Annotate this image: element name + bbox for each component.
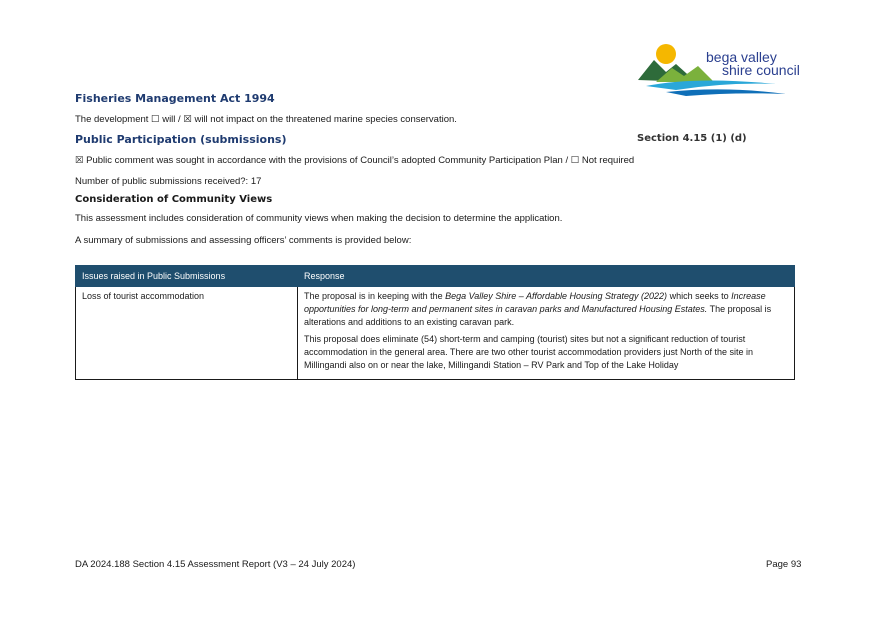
header-response: Response	[298, 266, 795, 287]
table-row	[76, 287, 795, 380]
strategy-title: Bega Valley Shire – Affordable Housing Strategy (2022)	[445, 291, 668, 301]
table-header-row	[76, 266, 795, 287]
response-text: The proposal is alterations and additions to an existing caravan park.	[304, 304, 772, 327]
fisheries-text: The development ☐ will / ☒ will not impact on the threatened marine species conservation.	[75, 114, 457, 125]
fisheries-heading: Fisheries Management Act 1994	[75, 92, 275, 105]
header-issues: Issues raised in Public Submissions	[76, 266, 298, 287]
response-text: The proposal is in keeping with the	[304, 291, 446, 301]
participation-heading: Public Participation (submissions)	[75, 133, 287, 146]
council-logo-text	[706, 51, 800, 77]
submissions-count: Number of public submissions received?: 17	[75, 176, 262, 187]
section-reference: Section 4.15 (1) (d)	[637, 133, 747, 144]
strategy-quote: Increase opportunities for long-term and permanent sites in caravan parks and Manufactured Housing Estates.	[304, 291, 766, 314]
response-paragraph-2: This proposal does eliminate (54) short-term and camping (tourist) sites but not a significant reduction of tourist accommodation in the general area. There are two other tourist accommodation providers just North of the site in Millingandi also on or near the lake, Millingandi Station – RV Park and Top of the Lake Holiday	[304, 334, 754, 370]
public-comment-text: ☒ Public comment was sought in accordance with the provisions of Council’s adopted Community Participation Plan / ☐ Not required	[75, 155, 635, 166]
community-views-text: This assessment includes consideration of community views when making the decision to determine the application.	[75, 213, 563, 224]
submissions-table	[75, 265, 795, 380]
summary-intro-text: A summary of submissions and assessing officers’ comments is provided below:	[75, 235, 412, 246]
issue-cell: Loss of tourist accommodation	[76, 287, 298, 380]
response-paragraph-1	[304, 290, 788, 329]
logo-line-2: shire council	[722, 62, 800, 78]
page-number: Page 93	[766, 559, 802, 570]
footer-document-ref: DA 2024.188 Section 4.15 Assessment Report (V3 – 24 July 2024)	[75, 559, 356, 570]
logo-line-1: bega valley	[706, 49, 777, 65]
response-cell	[298, 287, 795, 380]
response-text: which seeks to	[667, 291, 732, 301]
community-views-heading: Consideration of Community Views	[75, 194, 273, 205]
